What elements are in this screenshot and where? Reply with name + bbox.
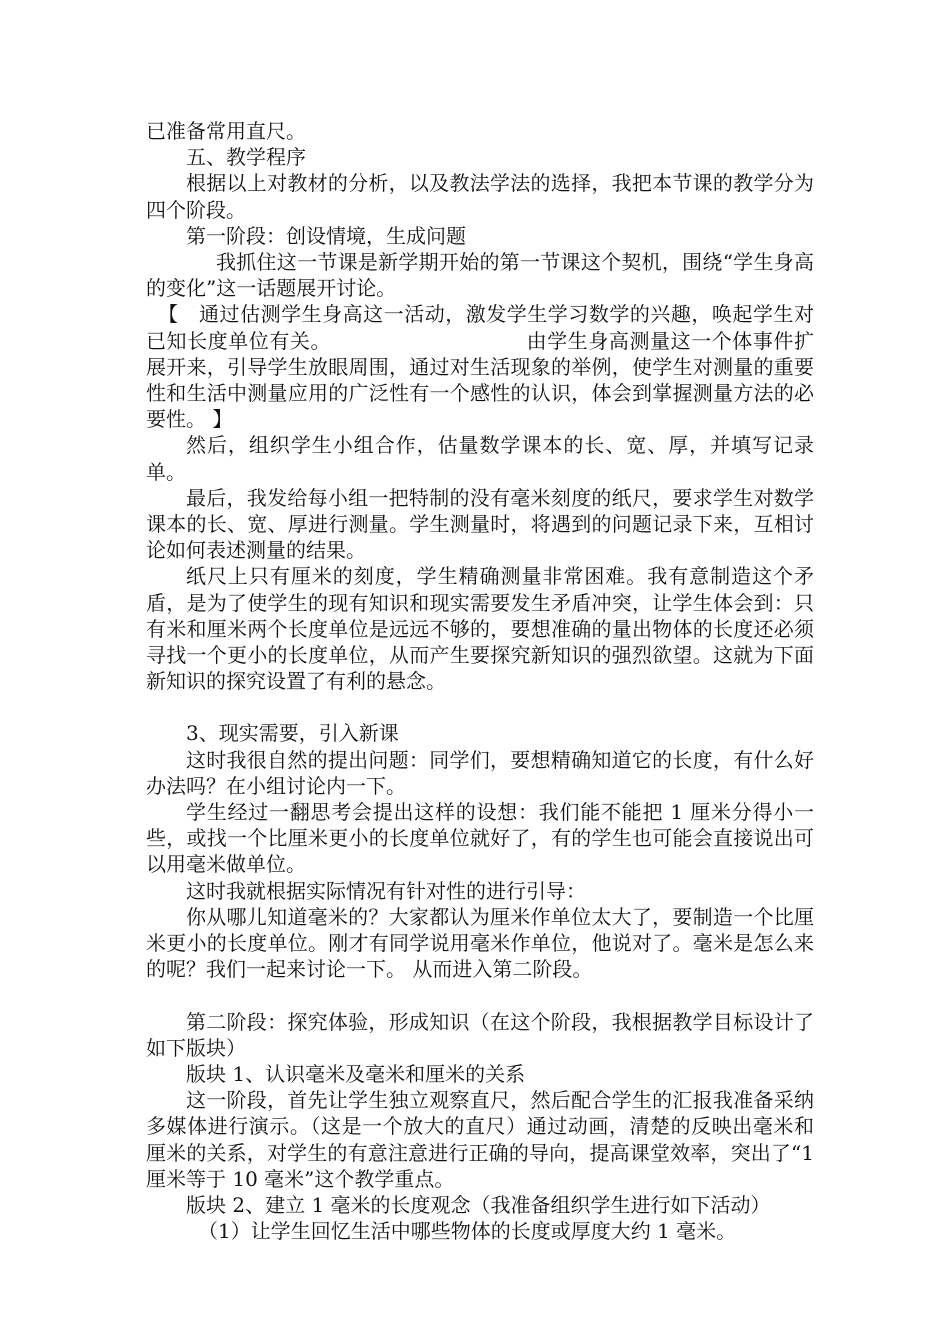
heading-real-need: 3、现实需要，引入新课 [186,721,399,746]
paragraph-paper-ruler: 最后，我发给每小组一把特制的没有毫米刻度的纸尺，要求学生对数学课本的长、宽、厚进行测量。学生测量时，将遇到的问题记录下来，互相讨论如何表述测量的结果。 [146,485,814,563]
paragraph-prepared-ruler: 已准备常用直尺。 [146,119,306,143]
paragraph-where-mm: 你从哪儿知道毫米的？大家都认为厘米作单位太大了，要制造一个比厘米更小的长度单位。刚才有同学说用毫米作单位，他说对了。毫米是怎么来的呢？我们一起来讨论一下。 从而进入第二阶段。 [146,904,814,982]
heading-teaching-procedure: 五、教学程序 [186,145,306,170]
paragraph-guidance: 这时我就根据实际情况有针对性的进行引导： [186,878,586,903]
paragraph-student-idea: 学生经过一翻思考会提出这样的设想：我们能不能把 1 厘米分得小一些，或找一个比厘米更小的长度单位就好了，有的学生也可能会直接说出可以用毫米做单位。 [146,800,814,877]
paragraph-group-estimate: 然后，组织学生小组合作，估量数学课本的长、宽、厚，并填写记录单。 [146,433,814,484]
heading-stage-one: 第一阶段：创设情境，生成问题 [186,223,466,248]
paragraph-contradiction: 纸尺上只有厘米的刻度，学生精确测量非常困难。我有意制造这个矛盾，是为了使学生的现有知识和现实需要发生矛盾冲突，让学生体会到：只有米和厘米两个长度单位是远远不够的，要想准确的量出物体的长度还必须寻找一个更小的长度单位，从而产生要探究新知识的强烈欲望。这就为下面新知识的探究设置了有利的悬念。 [146,564,814,694]
paragraph-new-semester: 我抓住这一节课是新学期开始的第一节课这个契机，围绕“学生身高的变化”这一话题展开讨论。 [146,250,814,301]
heading-block-one: 版块 1、认识毫米及毫米和厘米的关系 [186,1061,526,1086]
paragraph-ask-question: 这时我很自然的提出问题：同学们，要想精确知道它的长度，有什么好办法吗？在小组讨论内一下。 [146,747,814,798]
paragraph-recall-objects: （1）让学生回忆生活中哪些物体的长度或厚度大约 1 毫米。 [198,1219,737,1244]
paragraph-observe-ruler: 这一阶段，首先让学生独立观察直尺，然后配合学生的汇报我准备采纳多媒体进行演示。（这是一个放大的直尺）通过动画，清楚的反映出毫米和厘米的关系，对学生的有意注意进行正确的导向，提高课堂效率，突出了“1 厘米等于 10 毫米”这个教学重点。 [146,1088,814,1191]
paragraph-bracket-note: 【 通过估测学生身高这一活动，激发学生学习数学的兴趣，唤起学生对已知长度单位有关。 由学生身高测量这一个体事件扩展开来，引导学生放眼周围，通过对生活现象的举例，使学生对测量的重要性和生活中测量应用的广泛性有一个感性的认识，体会到掌握测量方法的必要性。 】 [146,302,814,432]
heading-stage-two: 第二阶段：探究体验，形成知识（在这个阶段，我根据教学目标设计了如下版块） [146,1009,814,1060]
paragraph-four-stages: 根据以上对教材的分析，以及教法学法的选择，我把本节课的教学分为四个阶段。 [146,171,814,222]
heading-block-two: 版块 2、建立 1 毫米的长度观念（我准备组织学生进行如下活动） [186,1192,771,1217]
document-body [146,118,814,1244]
